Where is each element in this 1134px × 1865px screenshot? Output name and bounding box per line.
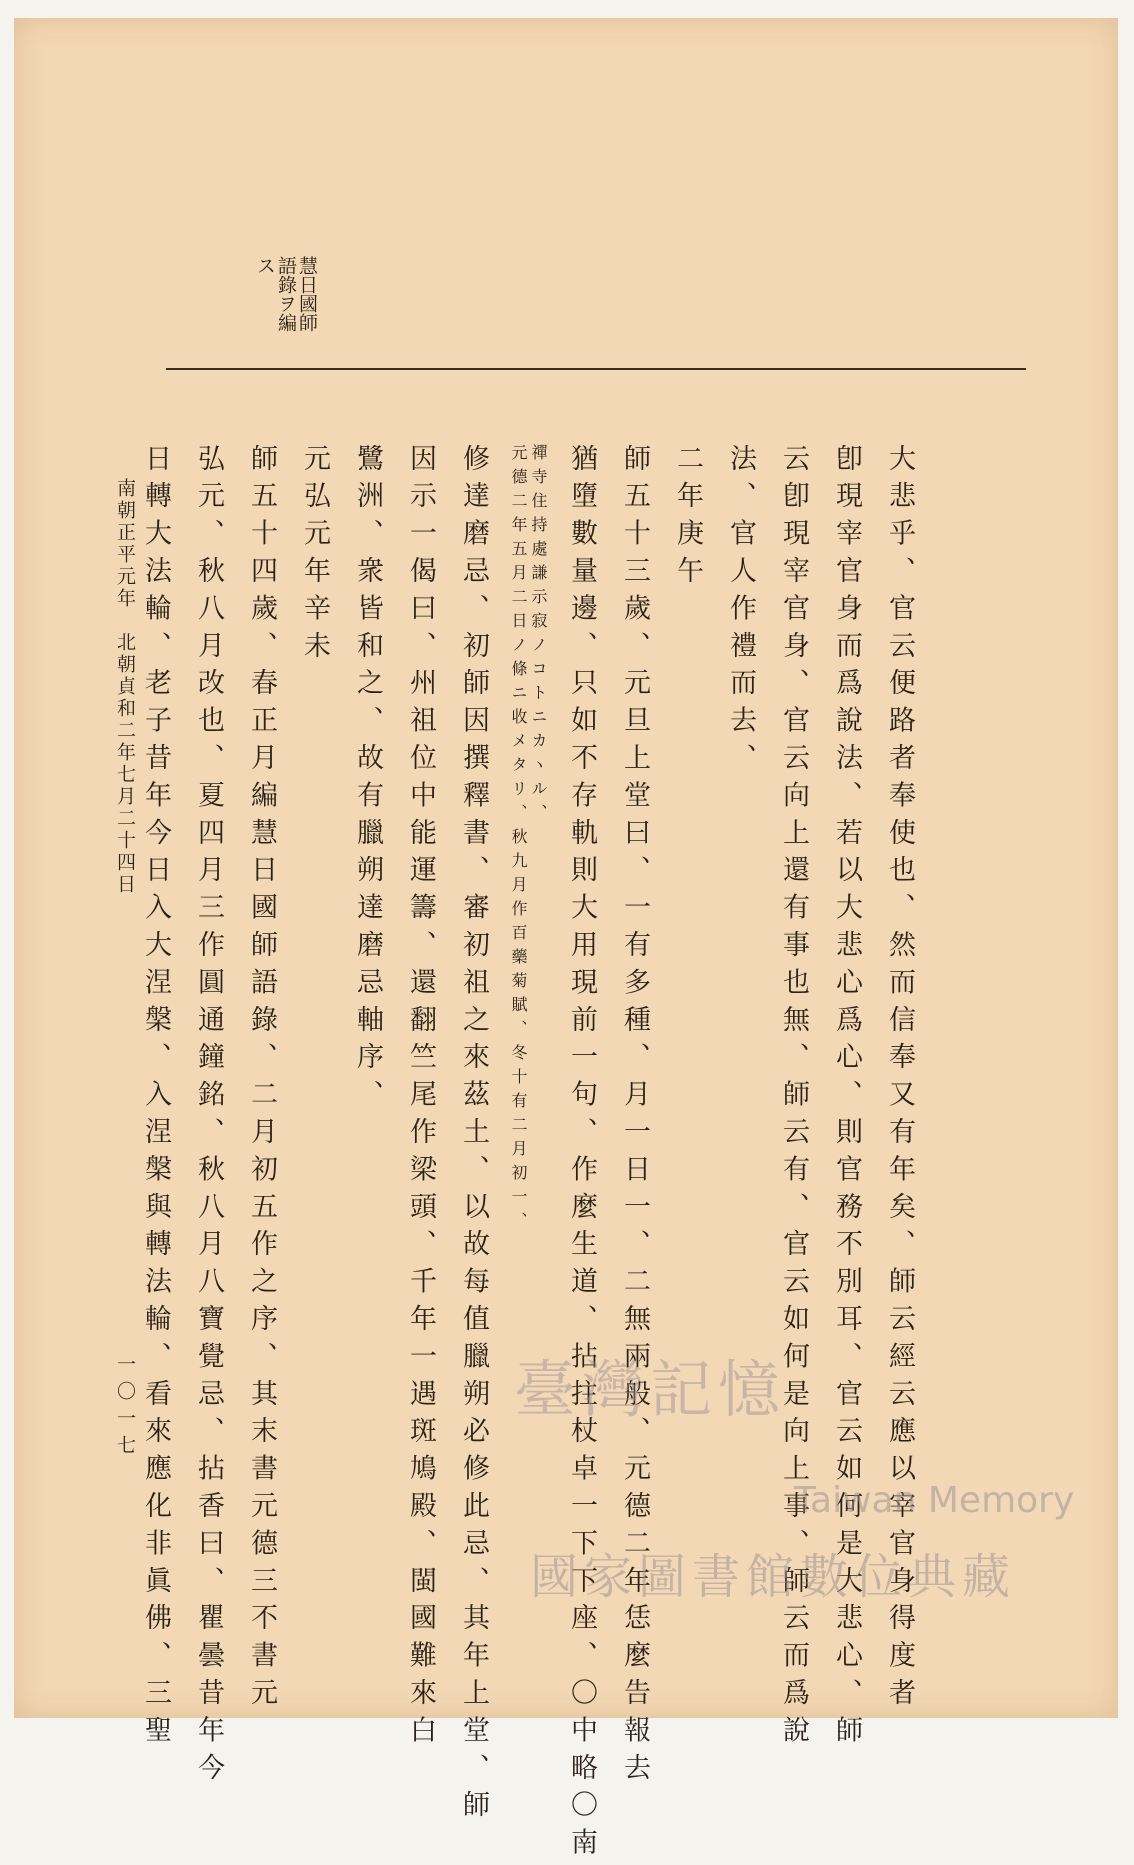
text-column: 云卽現宰官身、官云向上還有事也無、師云有、官云如何是向上事、師云而爲說 [778,444,809,1753]
year-heading: 元弘元年辛未 [299,444,330,669]
watermark-script: 臺灣記憶 [514,1353,787,1426]
text-column: 日轉大法輪、老子昔年今日入大涅槃、入涅槃與轉法輪、看來應化非眞佛、三聖 [140,444,171,1753]
year-heading: 二年庚午 [672,444,703,594]
page-number: 一〇一七 [114,1354,136,1462]
inline-annotation-line: 元德二年五月二日ノ條ニ收メタリ、秋九月作百藥菊賦、冬十有二月初一、 [509,444,528,1236]
text-column: 師五十三歲、元旦上堂曰、一有多種、月一日一、二無兩般、元德二年恁麼告報去 [619,444,650,1791]
watermark-latin: Taiwan Memory [794,1480,1075,1521]
text-column: 弘元、秋八月改也、夏四月三作圓通鐘銘、秋八月八寶覺忌、拈香曰、瞿曇昔年今 [193,444,224,1791]
text-column: 法、官人作禮而去、 [725,444,756,781]
header-note-line: 慧日國師 [296,256,318,332]
text-column: 卽現宰官身而爲說法、若以大悲心爲心、則官務不別耳、官云如何是大悲心、師 [831,444,862,1753]
text-column: 猶墮數量邊、只如不存軌則大用現前一句、作麼生道、拈拄杖卓一下下座、〇中略〇南 [566,444,597,1865]
watermark-org: 國家圖書館數位典藏 [530,1549,1017,1605]
text-column: 修達磨忌、初師因撰釋書、審初祖之來茲土、以故每值臘朔必修此忌、其年上堂、師 [458,444,489,1828]
document-page [14,18,1118,1865]
header-note-line: ス [254,256,276,275]
margin-header-note [254,256,317,352]
text-column: 鷺洲、衆皆和之、故有臘朔達磨忌軸序、 [352,444,383,1118]
page-footer-date: 南朝正平元年 北朝貞和二年七月二十四日 [114,478,136,896]
text-column: 因示一偈曰、州祖位中能運籌、還翻竺尾作梁頭、千年一遇斑鳩殿、閩國難來白 [405,444,436,1753]
header-rule [166,368,1026,370]
inline-annotation [508,444,548,1236]
header-note-line: 語錄ヲ編 [275,256,297,332]
inline-annotation-line: 禪寺住持處謙示寂ノコトニカヽル、 [529,444,548,828]
text-column: 大悲乎、官云便路者奉使也、然而信奉又有年矣、師云經云應以宰官身得度者 [884,444,915,1716]
text-column: 師五十四歲、春正月編慧日國師語錄、二月初五作之序、其末書元德三不書元 [246,444,277,1716]
